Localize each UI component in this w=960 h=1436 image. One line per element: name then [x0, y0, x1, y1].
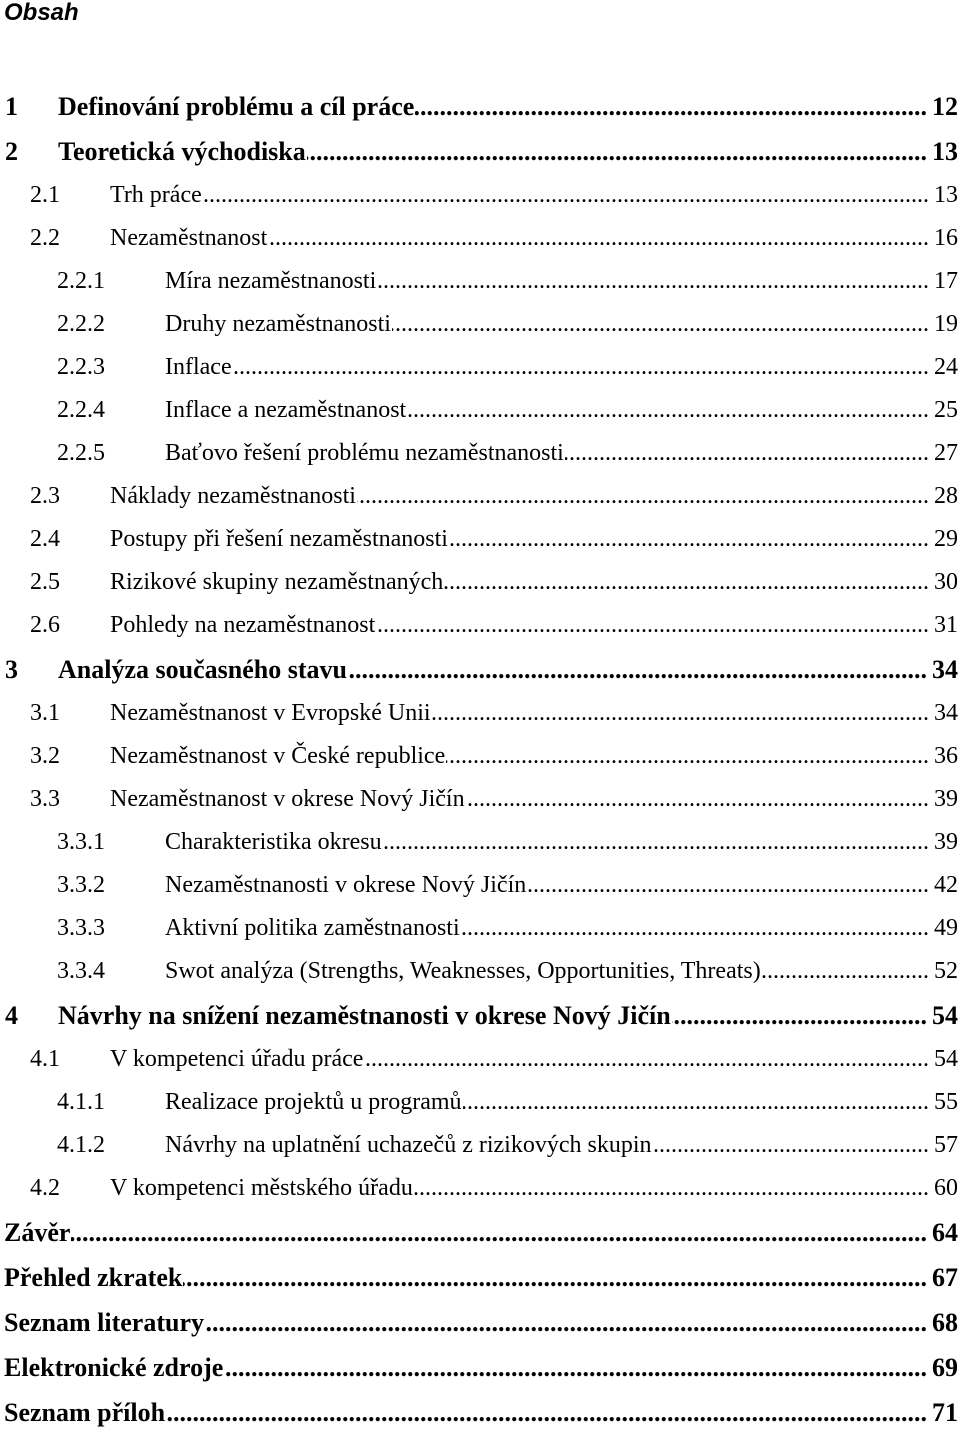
toc-entry — [0, 260, 960, 303]
entry-number: 2.4 — [30, 526, 60, 552]
entry-title: Míra nezaměstnanosti — [165, 268, 377, 294]
entry-number: 3.3.4 — [57, 958, 105, 984]
entry-page: 69 — [932, 1353, 958, 1382]
entry-number: 4.1 — [30, 1046, 60, 1072]
toc-entry — [0, 604, 960, 647]
dot-leader — [377, 260, 929, 303]
entry-title: Náklady nezaměstnanosti — [110, 483, 356, 509]
entry-title: Elektronické zdroje — [4, 1353, 224, 1382]
toc-entry — [0, 907, 960, 950]
entry-page: 17 — [934, 268, 958, 294]
entry-number: 2.2 — [30, 225, 60, 251]
toc-entry — [0, 778, 960, 821]
dot-leader — [348, 647, 927, 692]
toc-entry — [0, 950, 960, 993]
entry-page: 39 — [934, 829, 958, 855]
entry-number: 4.1.2 — [57, 1132, 105, 1158]
dot-leader — [268, 217, 929, 260]
toc-entry — [0, 389, 960, 432]
toc-entry — [0, 217, 960, 260]
toc-entry — [0, 735, 960, 778]
entry-page: 30 — [934, 569, 958, 595]
entry-number: 2.2.1 — [57, 268, 105, 294]
entry-title: Návrhy na uplatnění uchazečů z rizikových skupin — [165, 1132, 652, 1158]
dot-leader — [376, 604, 929, 647]
entry-page: 54 — [934, 1046, 958, 1072]
entry-page: 13 — [934, 182, 958, 208]
dot-leader — [183, 1255, 927, 1300]
toc-entry — [0, 518, 960, 561]
entry-title: Nezaměstnanost v Evropské Unii — [110, 700, 431, 726]
entry-page: 57 — [934, 1132, 958, 1158]
entry-page: 60 — [934, 1175, 958, 1201]
entry-number: 3.3.1 — [57, 829, 105, 855]
dot-leader — [527, 864, 929, 907]
entry-page: 39 — [934, 786, 958, 812]
dot-leader — [383, 821, 929, 864]
entry-page: 54 — [932, 1001, 958, 1030]
entry-page: 12 — [932, 92, 958, 121]
entry-page: 68 — [932, 1308, 958, 1337]
dot-leader — [466, 778, 929, 821]
entry-number: 2.6 — [30, 612, 60, 638]
dot-leader — [565, 432, 929, 475]
entry-page: 31 — [934, 612, 958, 638]
entry-number: 3.3 — [30, 786, 60, 812]
entry-number: 2.5 — [30, 569, 60, 595]
dot-leader — [672, 993, 927, 1038]
toc-entry — [0, 84, 960, 129]
entry-title: Přehled zkratek — [4, 1263, 183, 1292]
entry-title: Návrhy na snížení nezaměstnanosti v okrese Nový Jičín — [58, 1001, 671, 1030]
dot-leader — [461, 907, 929, 950]
entry-number: 2.2.5 — [57, 440, 105, 466]
entry-number: 2.2.4 — [57, 397, 105, 423]
entry-number: 4 — [5, 1001, 18, 1030]
entry-title: Postupy při řešení nezaměstnanosti — [110, 526, 448, 552]
toc-entry — [0, 864, 960, 907]
dot-leader — [203, 174, 929, 217]
entry-page: 29 — [934, 526, 958, 552]
entry-title: Nezaměstnanost v České republice — [110, 743, 446, 769]
entry-title: Definování problému a cíl práce — [58, 92, 415, 121]
entry-page: 24 — [934, 354, 958, 380]
entry-number: 3 — [5, 655, 18, 684]
dot-leader — [415, 84, 927, 129]
toc-entry — [0, 647, 960, 692]
entry-page: 16 — [934, 225, 958, 251]
entry-title: Inflace — [165, 354, 232, 380]
dot-leader — [166, 1390, 927, 1435]
dot-leader — [71, 1210, 927, 1255]
entry-title: Trh práce — [110, 182, 202, 208]
toc-entry — [0, 432, 960, 475]
entry-title: Nezaměstnanost — [110, 225, 268, 251]
entry-title: Teoretická východiska — [58, 137, 306, 166]
entry-page: 34 — [934, 700, 958, 726]
toc-entry — [0, 561, 960, 604]
page-title: Obsah — [4, 0, 79, 26]
entry-number: 1 — [5, 92, 18, 121]
table-of-contents — [0, 84, 960, 1435]
entry-page: 34 — [932, 655, 958, 684]
entry-title: Seznam příloh — [4, 1398, 166, 1427]
toc-entry — [0, 692, 960, 735]
entry-page: 28 — [934, 483, 958, 509]
dot-leader — [205, 1300, 927, 1345]
dot-leader — [364, 1038, 929, 1081]
toc-entry — [0, 1390, 960, 1435]
dot-leader — [653, 1124, 930, 1167]
entry-number: 4.1.1 — [57, 1089, 105, 1115]
toc-entry — [0, 1300, 960, 1345]
entry-page: 49 — [934, 915, 958, 941]
toc-entry — [0, 346, 960, 389]
dot-leader — [432, 692, 929, 735]
dot-leader — [392, 303, 929, 346]
entry-page: 71 — [932, 1398, 958, 1427]
toc-entry — [0, 1345, 960, 1390]
entry-page: 19 — [934, 311, 958, 337]
toc-entry — [0, 1167, 960, 1210]
toc-entry — [0, 1038, 960, 1081]
entry-number: 2.1 — [30, 182, 60, 208]
dot-leader — [446, 735, 929, 778]
entry-page: 36 — [934, 743, 958, 769]
entry-title: Charakteristika okresu — [165, 829, 382, 855]
entry-page: 64 — [932, 1218, 958, 1247]
toc-entry — [0, 1124, 960, 1167]
entry-number: 3.1 — [30, 700, 60, 726]
entry-number: 2 — [5, 137, 18, 166]
entry-title: Swot analýza (Strengths, Weaknesses, Opportunities, Threats) — [165, 958, 761, 984]
dot-leader — [407, 389, 929, 432]
dot-leader — [224, 1345, 927, 1390]
entry-title: Analýza současného stavu — [58, 655, 347, 684]
entry-page: 52 — [934, 958, 958, 984]
entry-page: 27 — [934, 440, 958, 466]
entry-title: V kompetenci úřadu práce — [110, 1046, 364, 1072]
entry-title: Inflace a nezaměstnanost — [165, 397, 407, 423]
entry-number: 3.2 — [30, 743, 60, 769]
entry-title: Druhy nezaměstnanosti — [165, 311, 391, 337]
entry-title: Pohledy na nezaměstnanost — [110, 612, 376, 638]
entry-page: 42 — [934, 872, 958, 898]
dot-leader — [762, 950, 929, 993]
entry-title: Nezaměstnanost v okrese Nový Jičín — [110, 786, 465, 812]
entry-title: V kompetenci městského úřadu — [110, 1175, 413, 1201]
entry-page: 55 — [934, 1089, 958, 1115]
toc-entry — [0, 303, 960, 346]
dot-leader — [307, 129, 927, 174]
entry-title: Baťovo řešení problému nezaměstnanosti — [165, 440, 564, 466]
toc-entry — [0, 129, 960, 174]
entry-title: Nezaměstnanosti v okrese Nový Jičín — [165, 872, 527, 898]
entry-title: Realizace projektů u programů — [165, 1089, 462, 1115]
toc-entry — [0, 174, 960, 217]
entry-page: 67 — [932, 1263, 958, 1292]
entry-page: 13 — [932, 137, 958, 166]
dot-leader — [449, 518, 929, 561]
dot-leader — [233, 346, 929, 389]
toc-entry — [0, 1255, 960, 1300]
toc-entry — [0, 475, 960, 518]
dot-leader — [414, 1167, 929, 1210]
dot-leader — [463, 1081, 929, 1124]
dot-leader — [357, 475, 929, 518]
entry-number: 3.3.2 — [57, 872, 105, 898]
entry-number: 4.2 — [30, 1175, 60, 1201]
dot-leader — [444, 561, 929, 604]
toc-entry — [0, 1210, 960, 1255]
entry-number: 2.2.2 — [57, 311, 105, 337]
entry-number: 2.3 — [30, 483, 60, 509]
toc-entry — [0, 1081, 960, 1124]
entry-number: 2.2.3 — [57, 354, 105, 380]
entry-title: Rizikové skupiny nezaměstnaných — [110, 569, 444, 595]
toc-entry — [0, 821, 960, 864]
entry-page: 25 — [934, 397, 958, 423]
toc-entry — [0, 993, 960, 1038]
entry-title: Seznam literatury — [4, 1308, 205, 1337]
entry-number: 3.3.3 — [57, 915, 105, 941]
entry-title: Závěr — [4, 1218, 71, 1247]
entry-title: Aktivní politika zaměstnanosti — [165, 915, 460, 941]
